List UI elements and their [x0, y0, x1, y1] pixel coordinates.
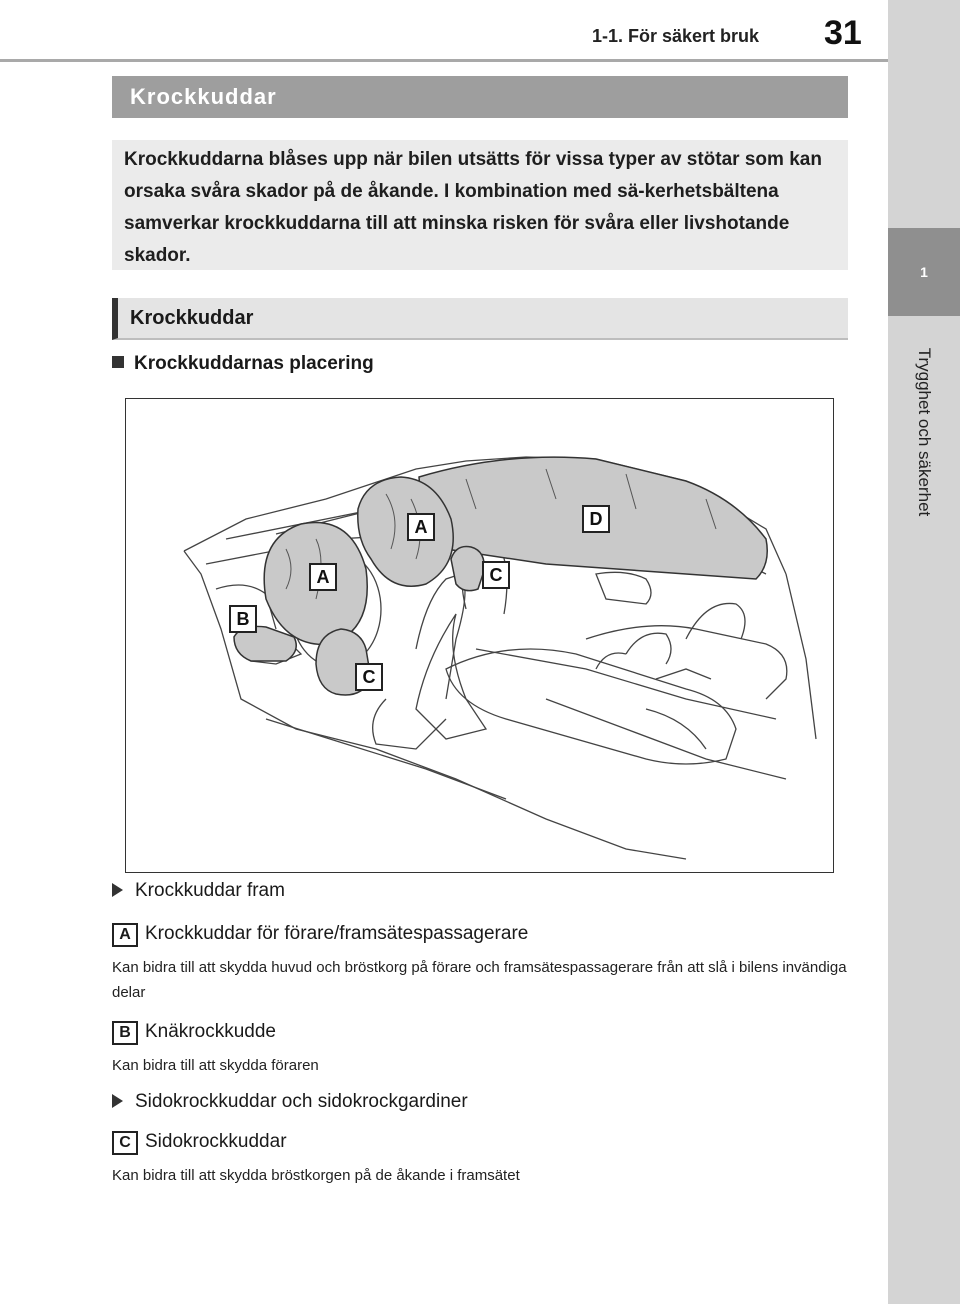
triangle-bullet-icon — [112, 883, 123, 897]
square-bullet-icon — [112, 356, 124, 368]
triangle-bullet-icon — [112, 1094, 123, 1108]
figure-label-a-passenger: A — [407, 513, 435, 541]
item-label-badge: B — [112, 1021, 138, 1045]
item-title-b — [112, 1019, 276, 1045]
car-interior-illustration — [126, 399, 833, 872]
item-title-a — [112, 921, 528, 947]
item-title-text: Knäkrockkudde — [145, 1021, 276, 1042]
subheading: Krockkuddar — [112, 298, 848, 340]
item-label-badge: C — [112, 1131, 138, 1155]
item-description-b: Kan bidra till att skydda föraren — [112, 1057, 319, 1074]
intro-text: Krockkuddarna blåses upp när bilen utsätts för vissa typer av stötar som kan orsaka svåra skador på de åkande. I kombination med sä-kerhetsbältena samverkar krockkuddarna till att minska risken för svåra eller livshotande skador. — [124, 149, 822, 266]
side-chapter-tab — [888, 0, 960, 1304]
item-label-badge: A — [112, 923, 138, 947]
item-description-a: Kan bidra till att skydda huvud och bröstkorg på förare och framsätespassagerare från att slå i bilens invändiga delar — [112, 959, 847, 1001]
item-title-c — [112, 1129, 287, 1155]
item-title-text: Krockkuddar för förare/framsätespassagerare — [145, 923, 529, 944]
header-section-title: 1-1. För säkert bruk — [592, 26, 760, 46]
figure-label-c-driver: C — [355, 663, 383, 691]
section-heading-side — [112, 1090, 468, 1114]
topic-heading-text: Krockkuddarnas placering — [134, 353, 374, 374]
page-header — [0, 0, 888, 62]
figure-label-d: D — [582, 505, 610, 533]
page-number: 31 — [824, 14, 862, 52]
airbag-location-figure — [125, 398, 834, 873]
item-description-c: Kan bidra till att skydda bröstkorgen på de åkande i framsätet — [112, 1167, 520, 1184]
section-banner: Krockkuddar — [112, 76, 848, 118]
figure-label-c-passenger: C — [482, 561, 510, 589]
figure-label-b: B — [229, 605, 257, 633]
figure-label-a-driver: A — [309, 563, 337, 591]
chapter-number: 1 — [888, 228, 960, 316]
chapter-title: Trygghet och säkerhet — [915, 347, 934, 517]
section-heading-front — [112, 879, 285, 903]
topic-heading — [112, 352, 374, 376]
item-title-text: Sidokrockkuddar — [145, 1131, 287, 1152]
section-heading-text: Sidokrockkuddar och sidokrockgardiner — [135, 1091, 468, 1112]
intro-box — [112, 140, 848, 270]
section-heading-text: Krockkuddar fram — [135, 880, 285, 901]
